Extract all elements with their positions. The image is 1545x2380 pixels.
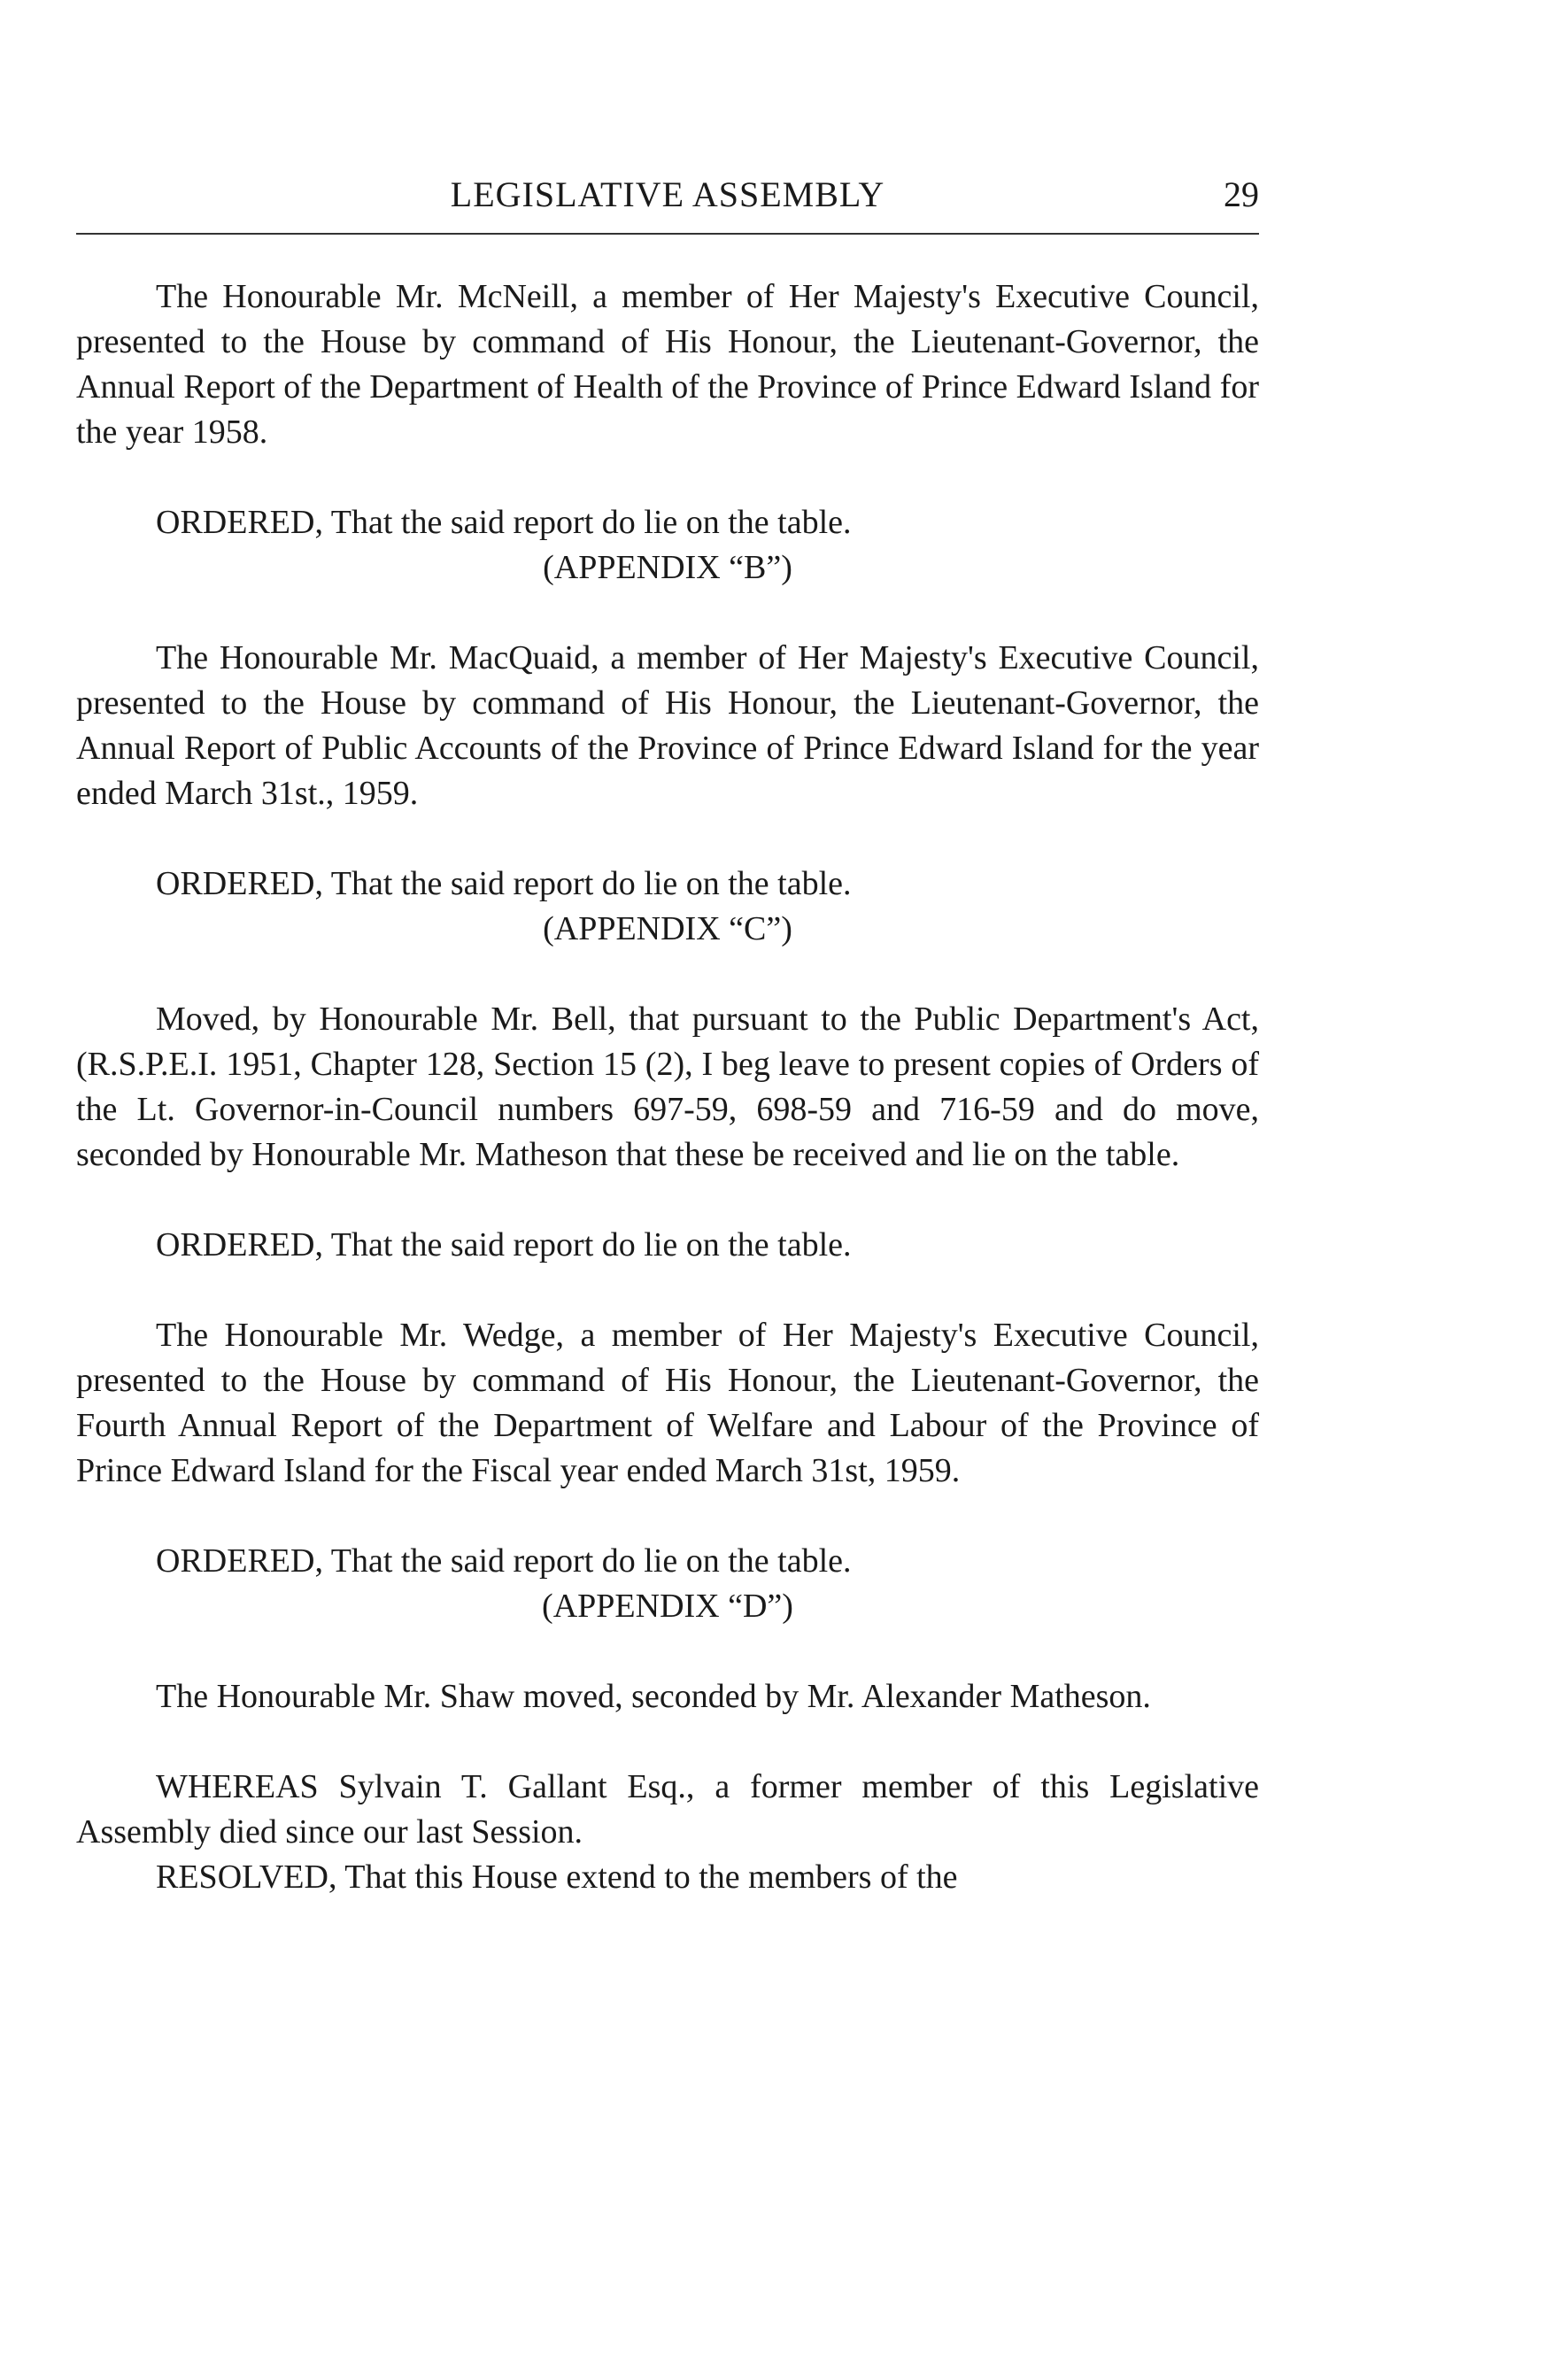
paragraph-gap	[76, 952, 1259, 997]
body-text	[76, 274, 1259, 1900]
appendix-label: (APPENDIX “D”)	[542, 1588, 793, 1625]
paragraph-gap	[76, 1494, 1259, 1539]
paragraph-gap	[76, 1178, 1259, 1223]
ordered-line: ORDERED, That the said report do lie on the table.	[156, 1226, 852, 1263]
paragraph-gap	[76, 591, 1259, 636]
paragraph-gap	[76, 1629, 1259, 1674]
ordered-line: ORDERED, That the said report do lie on the table.	[156, 865, 852, 902]
paragraph-mcneill: The Honourable Mr. McNeill, a member of Her Majesty's Executive Council, presented to the House by command of His Honour, the Lieutenant-Governor, the Annual Report of the Department of Health of the Province of Prince Edward Island for the year 1958.	[76, 278, 1259, 451]
ordered-line: ORDERED, That the said report do lie on the table.	[156, 504, 852, 541]
page-number: 29	[1224, 174, 1259, 214]
running-header	[76, 168, 1259, 221]
paragraph-whereas: WHEREAS Sylvain T. Gallant Esq., a former member of this Legislative Assembly died since our last Session.	[76, 1768, 1259, 1851]
paragraph-gap	[76, 1268, 1259, 1313]
paragraph-gap	[76, 816, 1259, 862]
appendix-label: (APPENDIX “B”)	[543, 549, 792, 586]
paragraph-macquaid: The Honourable Mr. MacQuaid, a member of Her Majesty's Executive Council, presented to the House by command of His Honour, the Lieutenant-Governor, the Annual Report of Public Accounts of the Province of Prince Edward Island for the year ended March 31st., 1959.	[76, 639, 1259, 812]
ordered-line: ORDERED, That the said report do lie on the table.	[156, 1542, 852, 1580]
paragraph-wedge: The Honourable Mr. Wedge, a member of Her Majesty's Executive Council, presented to the House by command of His Honour, the Lieutenant-Governor, the Fourth Annual Report of the Department of Welfare and Labour of the Province of Prince Edward Island for the Fiscal year ended March 31st, 1959.	[76, 1317, 1259, 1489]
paragraph-bell-motion: Moved, by Honourable Mr. Bell, that pursuant to the Public Department's Act, (R.S.P.E.I. 1951, Chapter 128, Section 15 (2), I beg leave to present copies of Orders of the Lt. Governor-in-Council numbers 697-59, 698-59 and 716-59 and do move, seconded by Honourable Mr. Matheson that these be received and lie on the table.	[76, 1001, 1259, 1173]
header-rule	[76, 233, 1259, 235]
paragraph-gap	[76, 1719, 1259, 1765]
paragraph-gap	[76, 455, 1259, 500]
paragraph-shaw-motion: The Honourable Mr. Shaw moved, seconded by Mr. Alexander Matheson.	[156, 1678, 1151, 1715]
appendix-label: (APPENDIX “C”)	[543, 910, 792, 947]
paragraph-resolved: RESOLVED, That this House extend to the members of the	[156, 1858, 958, 1896]
running-title: LEGISLATIVE ASSEMBLY	[450, 174, 885, 214]
